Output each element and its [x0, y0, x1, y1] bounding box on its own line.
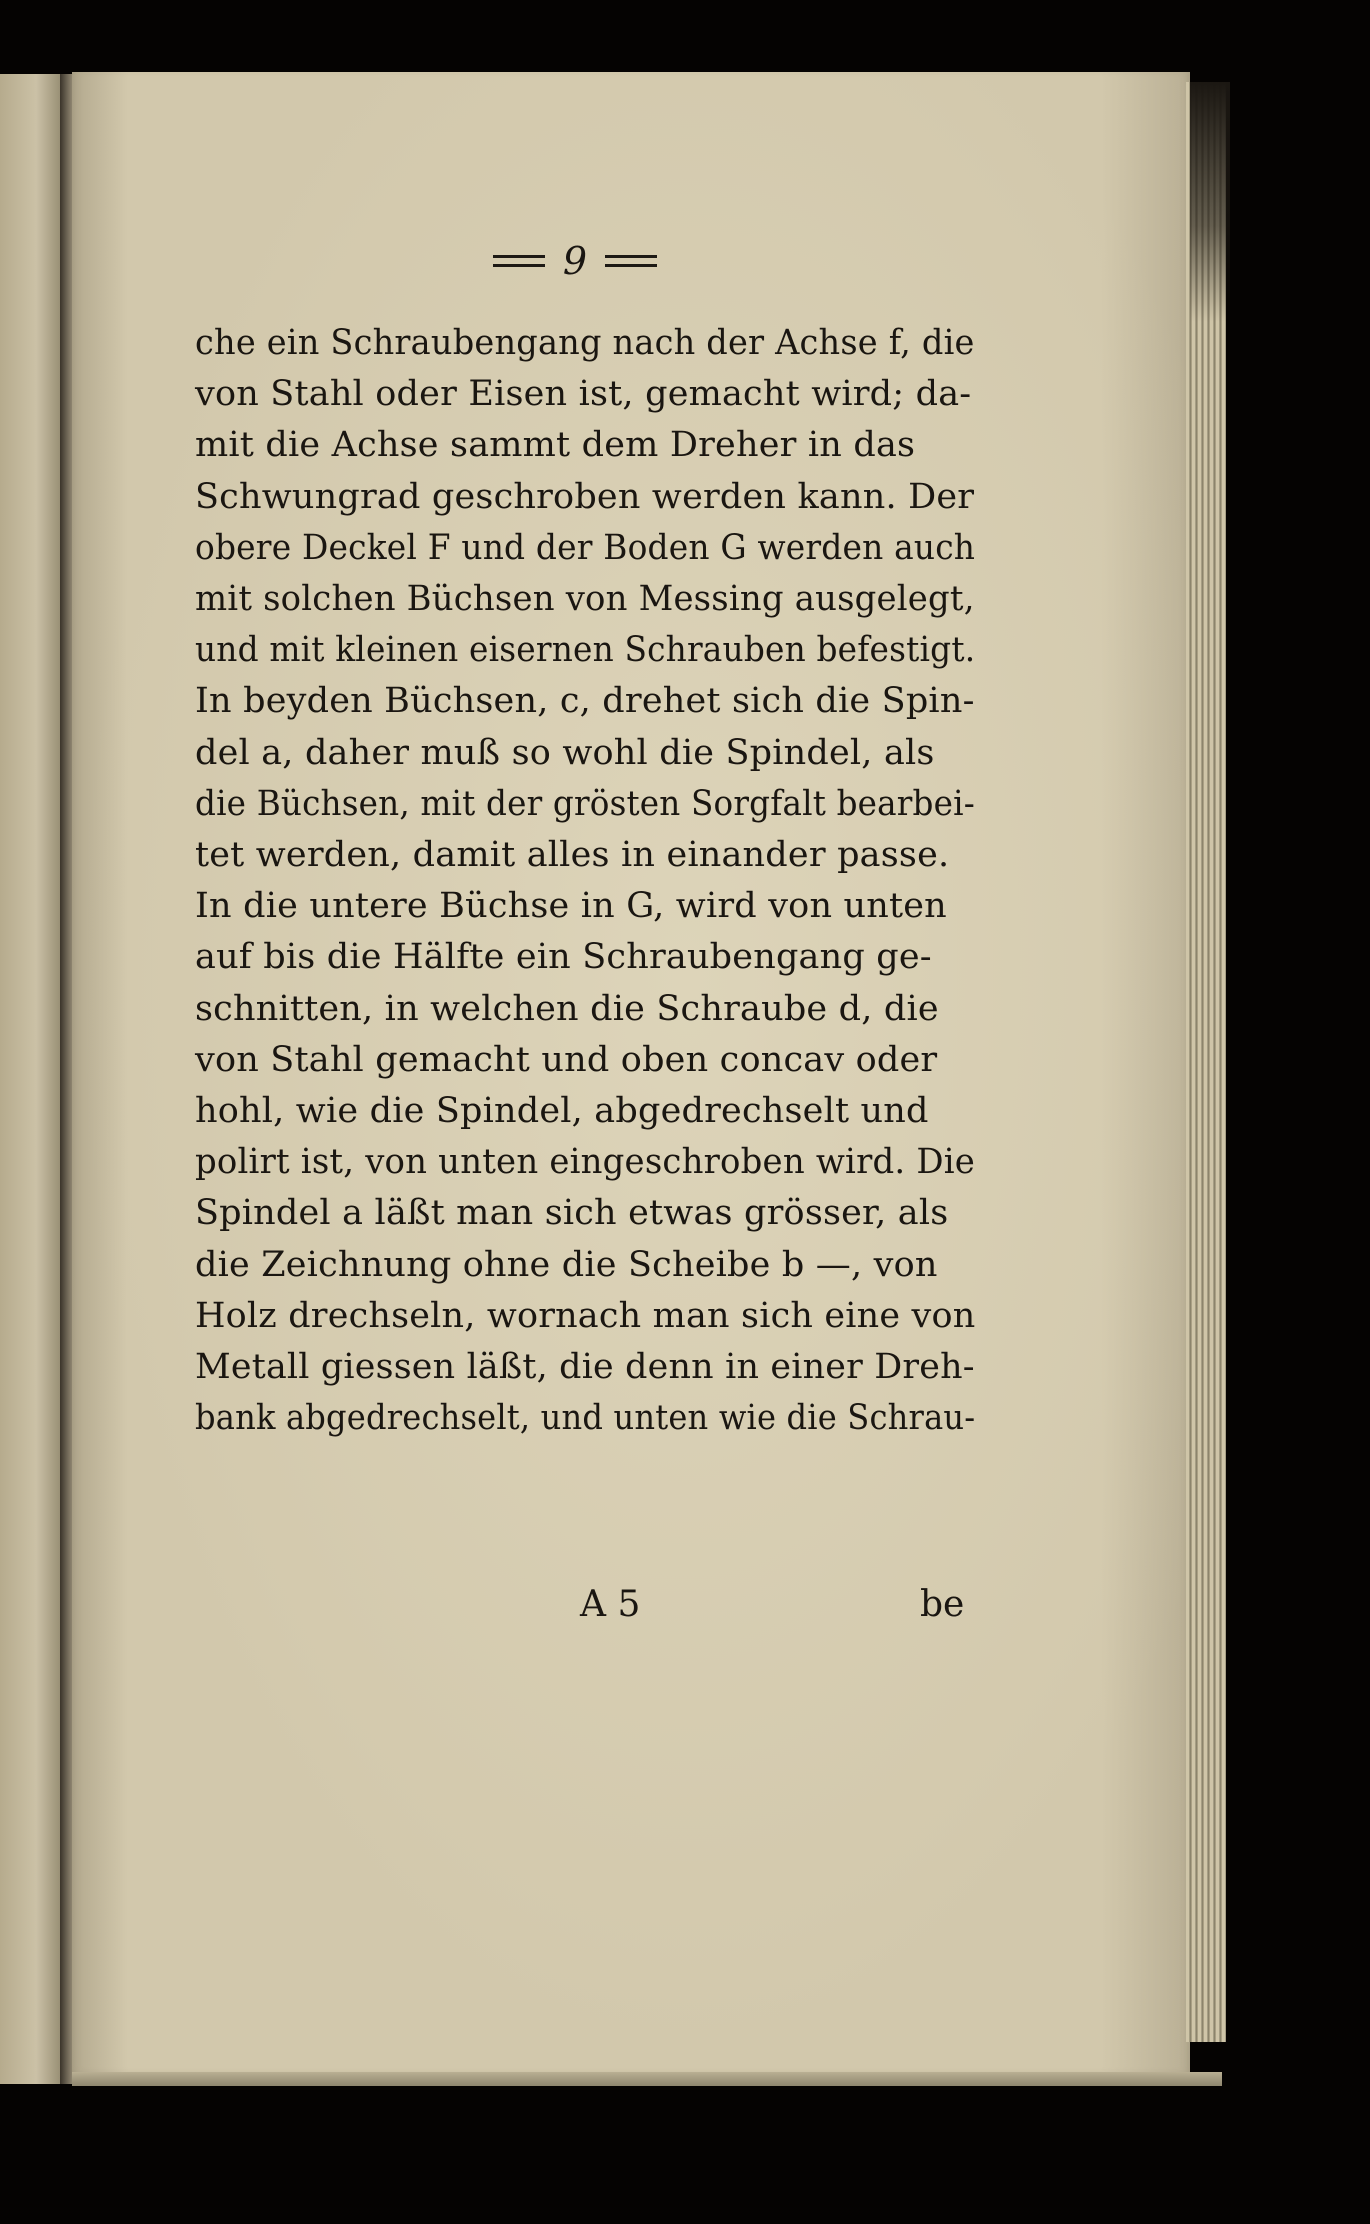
text-line: Metall giessen läßt, die denn in einer Dreh- — [195, 1347, 975, 1387]
page-number: 9 — [562, 239, 588, 283]
facing-page-edge — [0, 74, 66, 2084]
text-line: In die untere Büchse in G, wird von unten — [195, 886, 947, 927]
text-line: die Büchsen, mit der grösten Sorgfalt bearbei- — [195, 783, 975, 824]
header-rule-left — [493, 255, 545, 267]
text-line: tet werden, damit alles in einander passe. — [195, 835, 950, 875]
text-line: che ein Schraubengang nach der Achse f, die — [195, 323, 975, 363]
text-line: polirt ist, von unten eingeschroben wird. Die — [195, 1142, 976, 1183]
text-line: obere Deckel F und der Boden G werden auch — [195, 527, 976, 568]
catchword: be — [920, 1584, 965, 1625]
signature-mark: A 5 — [580, 1584, 641, 1625]
text-line: und mit kleinen eisernen Schrauben befestigt. — [195, 630, 976, 671]
page-edge-shadow — [1190, 82, 1230, 322]
text-line: del a, daher muß so wohl die Spindel, als — [195, 732, 935, 773]
text-line: bank abgedrechselt, und unten wie die Schrau- — [195, 1398, 976, 1439]
text-line: hohl, wie die Spindel, abgedrechselt und — [195, 1091, 929, 1131]
text-line: auf bis die Hälfte ein Schraubengang ge- — [195, 937, 932, 978]
header-rule-right — [605, 255, 657, 267]
text-line: In beyden Büchsen, c, drehet sich die Spin- — [195, 681, 975, 722]
text-line: Spindel a läßt man sich etwas grösser, als — [195, 1193, 949, 1234]
text-line: schnitten, in welchen die Schraube d, die — [195, 988, 939, 1029]
text-line: mit solchen Büchsen von Messing ausgelegt, — [195, 579, 975, 619]
text-line: Holz drechseln, wornach man sich eine von — [195, 1295, 976, 1336]
page-header — [460, 236, 690, 286]
text-line: die Zeichnung ohne die Scheibe b —, von — [195, 1244, 938, 1285]
page-edges — [1186, 82, 1226, 2042]
text-line: von Stahl oder Eisen ist, gemacht wird; da- — [195, 374, 972, 415]
bottom-page-stack — [72, 2072, 1222, 2086]
text-line: mit die Achse sammt dem Dreher in das — [195, 425, 916, 466]
text-line: von Stahl gemacht und oben concav oder — [195, 1039, 938, 1080]
text-line: Schwungrad geschroben werden kann. Der — [195, 476, 975, 517]
